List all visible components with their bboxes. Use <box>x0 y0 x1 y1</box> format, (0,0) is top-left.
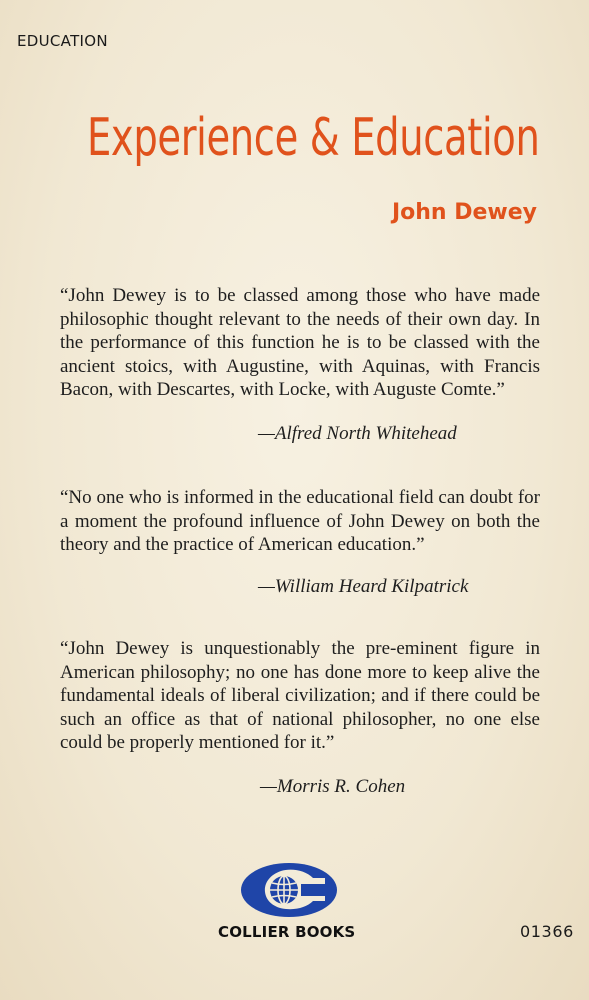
publisher-name: COLLIER BOOKS <box>218 923 356 941</box>
quote-text: “John Dewey is to be classed among those who have made philosophic thought relevant to the needs of their own day. In the performance of this function he is to be classed with the ancient stoics, with Augustine, with Aquinas, with Francis Bacon, with Descartes, with Locke, with Auguste Comte.” <box>60 285 540 400</box>
book-author: John Dewey <box>391 200 537 225</box>
collier-globe-logo-icon <box>239 862 339 918</box>
quote-text: “John Dewey is unquestionably the pre-eminent figure in American philosophy; no one has done more to keep alive the fundamental ideals of liberal civilization; and if there could be such an office as that of national philosopher, no one else could be properly mentioned for it.” <box>60 638 540 753</box>
quote-text: “No one who is informed in the educational field can doubt for a moment the profound influence of John Dewey on both the theory and the practice of American education.” <box>60 487 540 555</box>
quote-whitehead <box>60 284 540 402</box>
quote-attribution-whitehead: —Alfred North Whitehead <box>258 423 457 444</box>
catalog-number: 01366 <box>520 922 574 941</box>
quote-attribution-cohen: —Morris R. Cohen <box>260 776 406 797</box>
category-label: EDUCATION <box>17 32 108 50</box>
book-title: Experience & Education <box>86 108 539 168</box>
quote-cohen <box>60 637 540 755</box>
quote-kilpatrick <box>60 486 540 557</box>
quote-attribution-kilpatrick: —William Heard Kilpatrick <box>258 576 469 597</box>
